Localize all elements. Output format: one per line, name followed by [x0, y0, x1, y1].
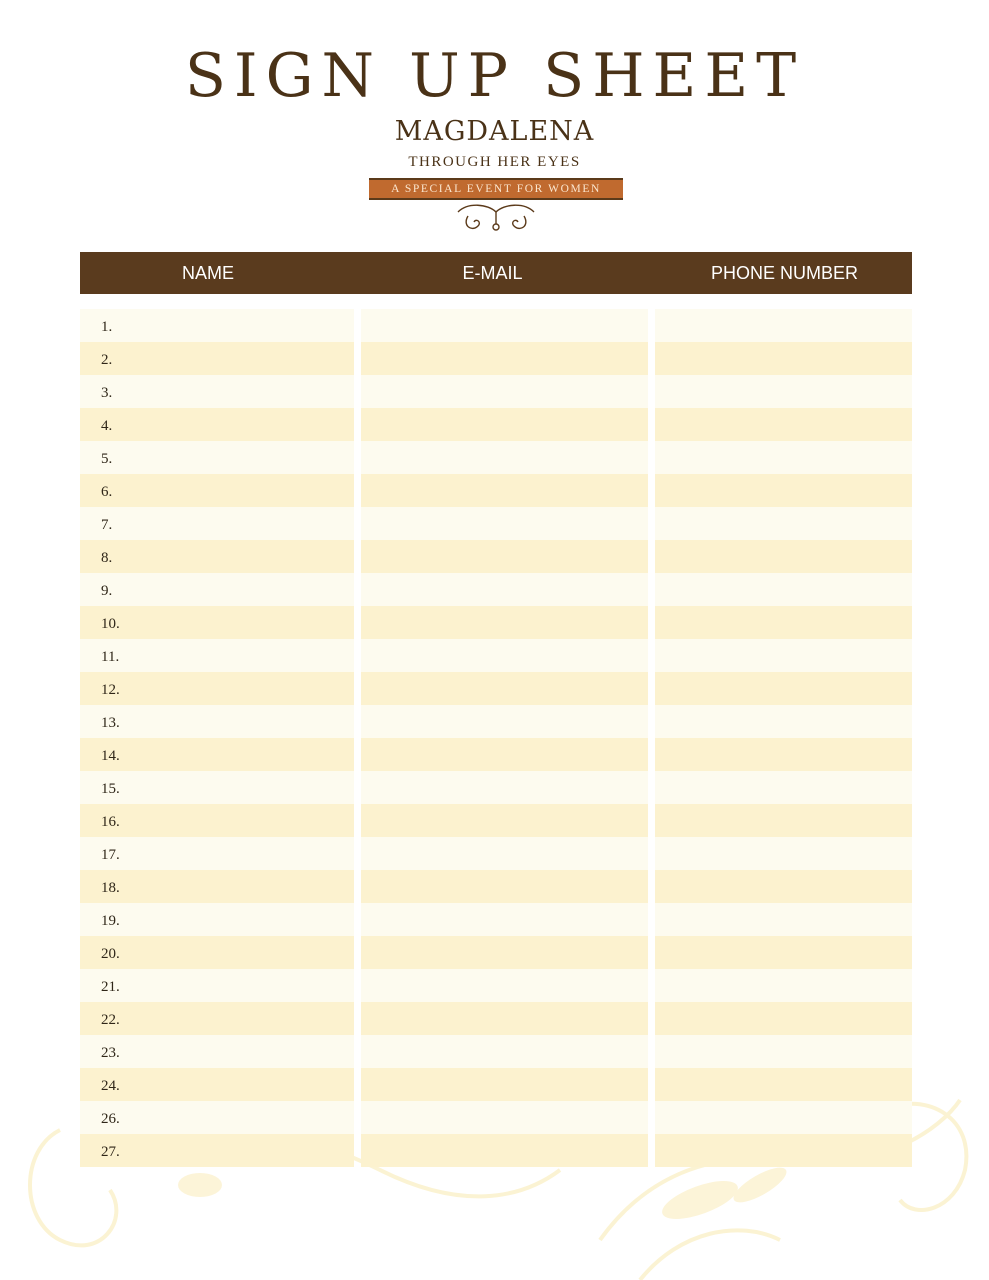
- table-row: [80, 441, 912, 474]
- email-cell[interactable]: [361, 1002, 648, 1035]
- phone-cell[interactable]: [655, 1134, 912, 1167]
- email-cell[interactable]: [361, 804, 648, 837]
- email-cell[interactable]: [361, 606, 648, 639]
- phone-cell[interactable]: [655, 573, 912, 606]
- table-row: [80, 738, 912, 771]
- logo-subtitle: THROUGH HER EYES: [408, 154, 581, 170]
- table-row: [80, 375, 912, 408]
- row-number: 12.: [101, 682, 120, 698]
- email-cell[interactable]: [361, 969, 648, 1002]
- row-number: 14.: [101, 748, 120, 764]
- table-row: [80, 1134, 912, 1167]
- name-cell[interactable]: [80, 903, 354, 936]
- name-cell[interactable]: [80, 1002, 354, 1035]
- row-number: 8.: [101, 550, 113, 566]
- email-cell[interactable]: [361, 738, 648, 771]
- email-cell[interactable]: [361, 507, 648, 540]
- name-cell[interactable]: [80, 474, 354, 507]
- row-number: 17.: [101, 847, 120, 863]
- phone-cell[interactable]: [655, 375, 912, 408]
- phone-cell[interactable]: [655, 474, 912, 507]
- name-cell[interactable]: [80, 342, 354, 375]
- row-number: 27.: [101, 1144, 120, 1160]
- name-cell[interactable]: [80, 1068, 354, 1101]
- email-cell[interactable]: [361, 672, 648, 705]
- name-cell[interactable]: [80, 705, 354, 738]
- name-cell[interactable]: [80, 804, 354, 837]
- row-number: 10.: [101, 616, 120, 632]
- table-row: [80, 606, 912, 639]
- name-cell[interactable]: [80, 375, 354, 408]
- phone-cell[interactable]: [655, 903, 912, 936]
- email-cell[interactable]: [361, 639, 648, 672]
- email-cell[interactable]: [361, 441, 648, 474]
- phone-cell[interactable]: [655, 837, 912, 870]
- phone-cell[interactable]: [655, 936, 912, 969]
- row-number: 3.: [101, 385, 113, 401]
- column-header-email: E-MAIL: [462, 263, 523, 283]
- name-cell[interactable]: [80, 738, 354, 771]
- email-cell[interactable]: [361, 936, 648, 969]
- phone-cell[interactable]: [655, 1068, 912, 1101]
- phone-cell[interactable]: [655, 1035, 912, 1068]
- name-cell[interactable]: [80, 639, 354, 672]
- email-cell[interactable]: [361, 1101, 648, 1134]
- name-cell[interactable]: [80, 1035, 354, 1068]
- name-cell[interactable]: [80, 1134, 354, 1167]
- row-number: 1.: [101, 319, 113, 335]
- phone-cell[interactable]: [655, 705, 912, 738]
- row-number: 21.: [101, 979, 120, 995]
- phone-cell[interactable]: [655, 771, 912, 804]
- table-row: [80, 1101, 912, 1134]
- table-row: [80, 771, 912, 804]
- phone-cell[interactable]: [655, 969, 912, 1002]
- phone-cell[interactable]: [655, 639, 912, 672]
- email-cell[interactable]: [361, 837, 648, 870]
- row-number: 4.: [101, 418, 113, 434]
- table-header: [80, 252, 912, 294]
- table-row: [80, 969, 912, 1002]
- name-cell[interactable]: [80, 837, 354, 870]
- email-cell[interactable]: [361, 342, 648, 375]
- table-row: [80, 573, 912, 606]
- row-number: 5.: [101, 451, 113, 467]
- table-row: [80, 540, 912, 573]
- name-cell[interactable]: [80, 507, 354, 540]
- email-cell[interactable]: [361, 375, 648, 408]
- table-row: [80, 936, 912, 969]
- phone-cell[interactable]: [655, 309, 912, 342]
- row-number: 16.: [101, 814, 120, 830]
- phone-cell[interactable]: [655, 540, 912, 573]
- table-row: [80, 309, 912, 342]
- name-cell[interactable]: [80, 573, 354, 606]
- name-cell[interactable]: [80, 606, 354, 639]
- email-cell[interactable]: [361, 1134, 648, 1167]
- row-number: 11.: [101, 649, 120, 665]
- email-cell[interactable]: [361, 573, 648, 606]
- logo-banner: A SPECIAL EVENT FOR WOMEN: [369, 178, 623, 200]
- phone-cell[interactable]: [655, 804, 912, 837]
- table-row: [80, 639, 912, 672]
- table-row: [80, 870, 912, 903]
- email-cell[interactable]: [361, 705, 648, 738]
- phone-cell[interactable]: [655, 342, 912, 375]
- email-cell[interactable]: [361, 1035, 648, 1068]
- table-row: [80, 672, 912, 705]
- phone-cell[interactable]: [655, 1002, 912, 1035]
- table-row: [80, 1035, 912, 1068]
- phone-cell[interactable]: [655, 441, 912, 474]
- row-number: 26.: [101, 1111, 120, 1127]
- phone-cell[interactable]: [655, 672, 912, 705]
- row-number: 22.: [101, 1012, 120, 1028]
- row-number: 18.: [101, 880, 120, 896]
- email-cell[interactable]: [361, 309, 648, 342]
- page-title: SIGN UP SHEET: [184, 41, 805, 111]
- row-number: 24.: [101, 1078, 120, 1094]
- phone-cell[interactable]: [655, 606, 912, 639]
- flourish-ornament-icon: [448, 200, 544, 234]
- phone-cell[interactable]: [655, 738, 912, 771]
- table-row: [80, 474, 912, 507]
- email-cell[interactable]: [361, 408, 648, 441]
- email-cell[interactable]: [361, 870, 648, 903]
- row-number: 20.: [101, 946, 120, 962]
- table-row: [80, 903, 912, 936]
- table-row: [80, 507, 912, 540]
- name-cell[interactable]: [80, 771, 354, 804]
- name-cell[interactable]: [80, 969, 354, 1002]
- table-row: [80, 837, 912, 870]
- row-number: 23.: [101, 1045, 120, 1061]
- row-number: 6.: [101, 484, 113, 500]
- row-number: 19.: [101, 913, 120, 929]
- name-cell[interactable]: [80, 540, 354, 573]
- table-row: [80, 1068, 912, 1101]
- row-number: 9.: [101, 583, 113, 599]
- name-cell[interactable]: [80, 936, 354, 969]
- email-cell[interactable]: [361, 771, 648, 804]
- table-row: [80, 342, 912, 375]
- phone-cell[interactable]: [655, 870, 912, 903]
- signup-rows: [80, 309, 912, 1167]
- row-number: 15.: [101, 781, 120, 797]
- logo-name: MAGDALENA: [394, 116, 595, 147]
- name-cell[interactable]: [80, 408, 354, 441]
- name-cell[interactable]: [80, 1101, 354, 1134]
- name-cell[interactable]: [80, 309, 354, 342]
- email-cell[interactable]: [361, 540, 648, 573]
- phone-cell[interactable]: [655, 1101, 912, 1134]
- email-cell[interactable]: [361, 1068, 648, 1101]
- phone-cell[interactable]: [655, 507, 912, 540]
- table-row: [80, 408, 912, 441]
- email-cell[interactable]: [361, 903, 648, 936]
- name-cell[interactable]: [80, 870, 354, 903]
- column-header-name: NAME: [181, 263, 234, 283]
- column-header-phone: PHONE NUMBER: [710, 263, 858, 283]
- row-number: 13.: [101, 715, 120, 731]
- name-cell[interactable]: [80, 672, 354, 705]
- table-row: [80, 1002, 912, 1035]
- name-cell[interactable]: [80, 441, 354, 474]
- row-number: 7.: [101, 517, 113, 533]
- phone-cell[interactable]: [655, 408, 912, 441]
- table-row: [80, 804, 912, 837]
- row-number: 2.: [101, 352, 113, 368]
- email-cell[interactable]: [361, 474, 648, 507]
- table-row: [80, 705, 912, 738]
